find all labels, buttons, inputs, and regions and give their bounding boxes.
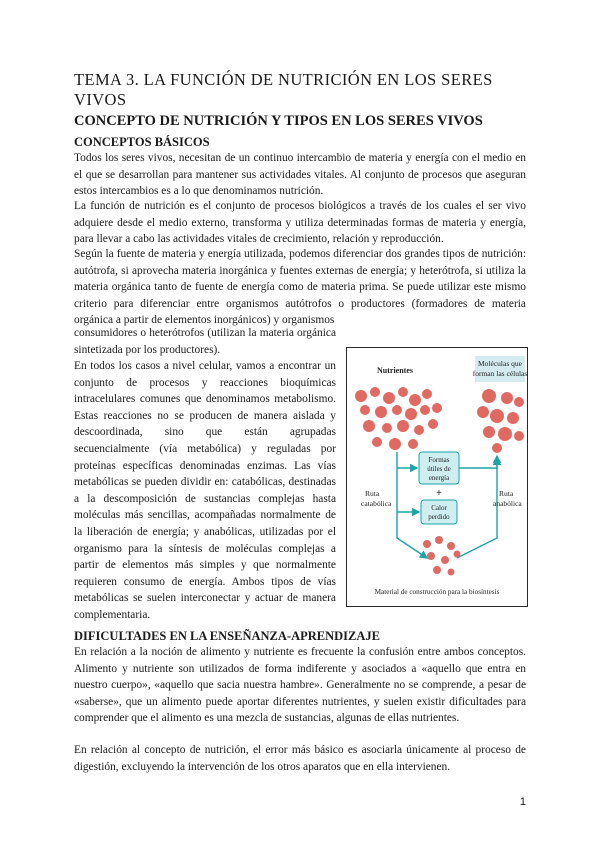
paragraph-5: En relación a la noción de alimento y nutriente es frecuente la confusión entre ambos conceptos. Alimento y nutriente son utilizados de forma indiferente y asociados a «aquello que entra en nuestro cuerpo», «aquello que sacia nuestra hambre». Generalmente no se comprende, a pesar de «saberse», que un alimento puede aportar diferentes nutrientes, y suelen existir dificultades para comprender que el alimento es una mezcla de sustancias, algunas de ellas nutrientes.: [74, 646, 526, 725]
nutrients-label: Nutrientes: [377, 366, 413, 375]
catabolic-label-1: Ruta: [365, 489, 380, 498]
nutrient-molecules: [355, 387, 442, 450]
paragraph-1: Todos los seres vivos, necesitan de un continuo intercambio de materia y energía con el medio en el que se desarrollan para mantener sus actividades vitales. Al conjunto de procesos que aseguran estos intercambios es a lo que denominamos nutrición.: [74, 152, 526, 198]
energy-label-1: Formas: [428, 456, 450, 464]
cell-molecules: [477, 389, 524, 453]
subsection-title-conceptos: CONCEPTOS BÁSICOS: [74, 135, 210, 149]
molecules-label-line1: Moléculas que: [478, 359, 522, 368]
energy-label-3: energía: [428, 474, 450, 482]
paragraph-6: En relación al concepto de nutrición, el error más básico es asociarla únicamente al proceso de digestión, excluyendo la intervención de los otros aparatos que en ella intervienen.: [74, 744, 526, 773]
page-number: 1: [519, 796, 526, 808]
heat-label-2: perdido: [428, 513, 450, 521]
page-title: TEMA 3. LA FUNCIÓN DE NUTRICIÓN EN LOS SERES VIVOS: [74, 70, 493, 109]
paragraph-3: Según la fuente de materia y energía utilizada, podemos diferenciar dos grandes tipos de nutrición: autótrofa, si aprovecha materia inorgánica y fuentes externas de energía; y heterótrofa, si utiliza la materia orgánica tanto de fuente de energía como de materia prima. Se puede utilizar este mismo criterio para diferenciar entre organismos autótrofos o productores (formadores de materia orgánica a partir de elementos inorgánicos) y organismos: [74, 248, 526, 327]
anabolic-label-1: Ruta: [499, 489, 514, 498]
section-title: CONCEPTO DE NUTRICIÓN Y TIPOS EN LOS SERES VIVOS: [74, 113, 483, 129]
anabolic-label-2: anabólica: [493, 499, 522, 508]
figure-caption: Material de construcción para la biosíntesis: [374, 588, 500, 596]
heat-label-1: Calor: [431, 504, 447, 512]
catabolic-label-2: catabólica: [361, 499, 392, 508]
plus-sign: +: [436, 488, 442, 499]
metabolism-figure: [346, 347, 528, 607]
molecules-label-line2: forman las células: [472, 369, 527, 378]
paragraph-3-continued: consumidores o heterótrofos (utilizan la materia orgánica sintetizada por los productores).: [74, 327, 336, 356]
paragraph-4: En todos los casos a nivel celular, vamos a encontrar un conjunto de procesos y reacciones bioquímicas intracelulares comunes que denominamos metabolismo. Estas reacciones no se producen de manera aislada y descoordinada, sino que están agrupadas secuencialmente (vía metabólica) y reguladas por proteínas específicas denominadas enzimas. Las vías metabólicas se pueden dividir en: catabólicas, destinadas a la descomposición de sustancias complejas hasta moléculas más sencillas, acompañadas normalmente de la liberación de energía; y anabólicas, utilizadas por el organismo para la síntesis de moléculas complejas a partir de elementos más simples y que normalmente requieren consumo de energía. Ambos tipos de vías metabólicas se suelen interconectar y actuar de manera complementaria.: [74, 360, 336, 621]
energy-label-2: útiles de: [427, 465, 451, 473]
building-block-molecules: [423, 536, 461, 576]
paragraph-2: La función de nutrición es el conjunto de procesos biológicos a través de los cuales el ser vivo adquiere desde el medio externo, transforma y utiliza determinadas formas de materia y energía, para llevar a cabo las actividades vitales de crecimiento, relación y reproducción.: [74, 200, 526, 246]
metabolism-diagram: [347, 348, 527, 606]
subsection-title-dificultades: DIFICULTADES EN LA ENSEÑANZA-APRENDIZAJE: [74, 629, 380, 643]
